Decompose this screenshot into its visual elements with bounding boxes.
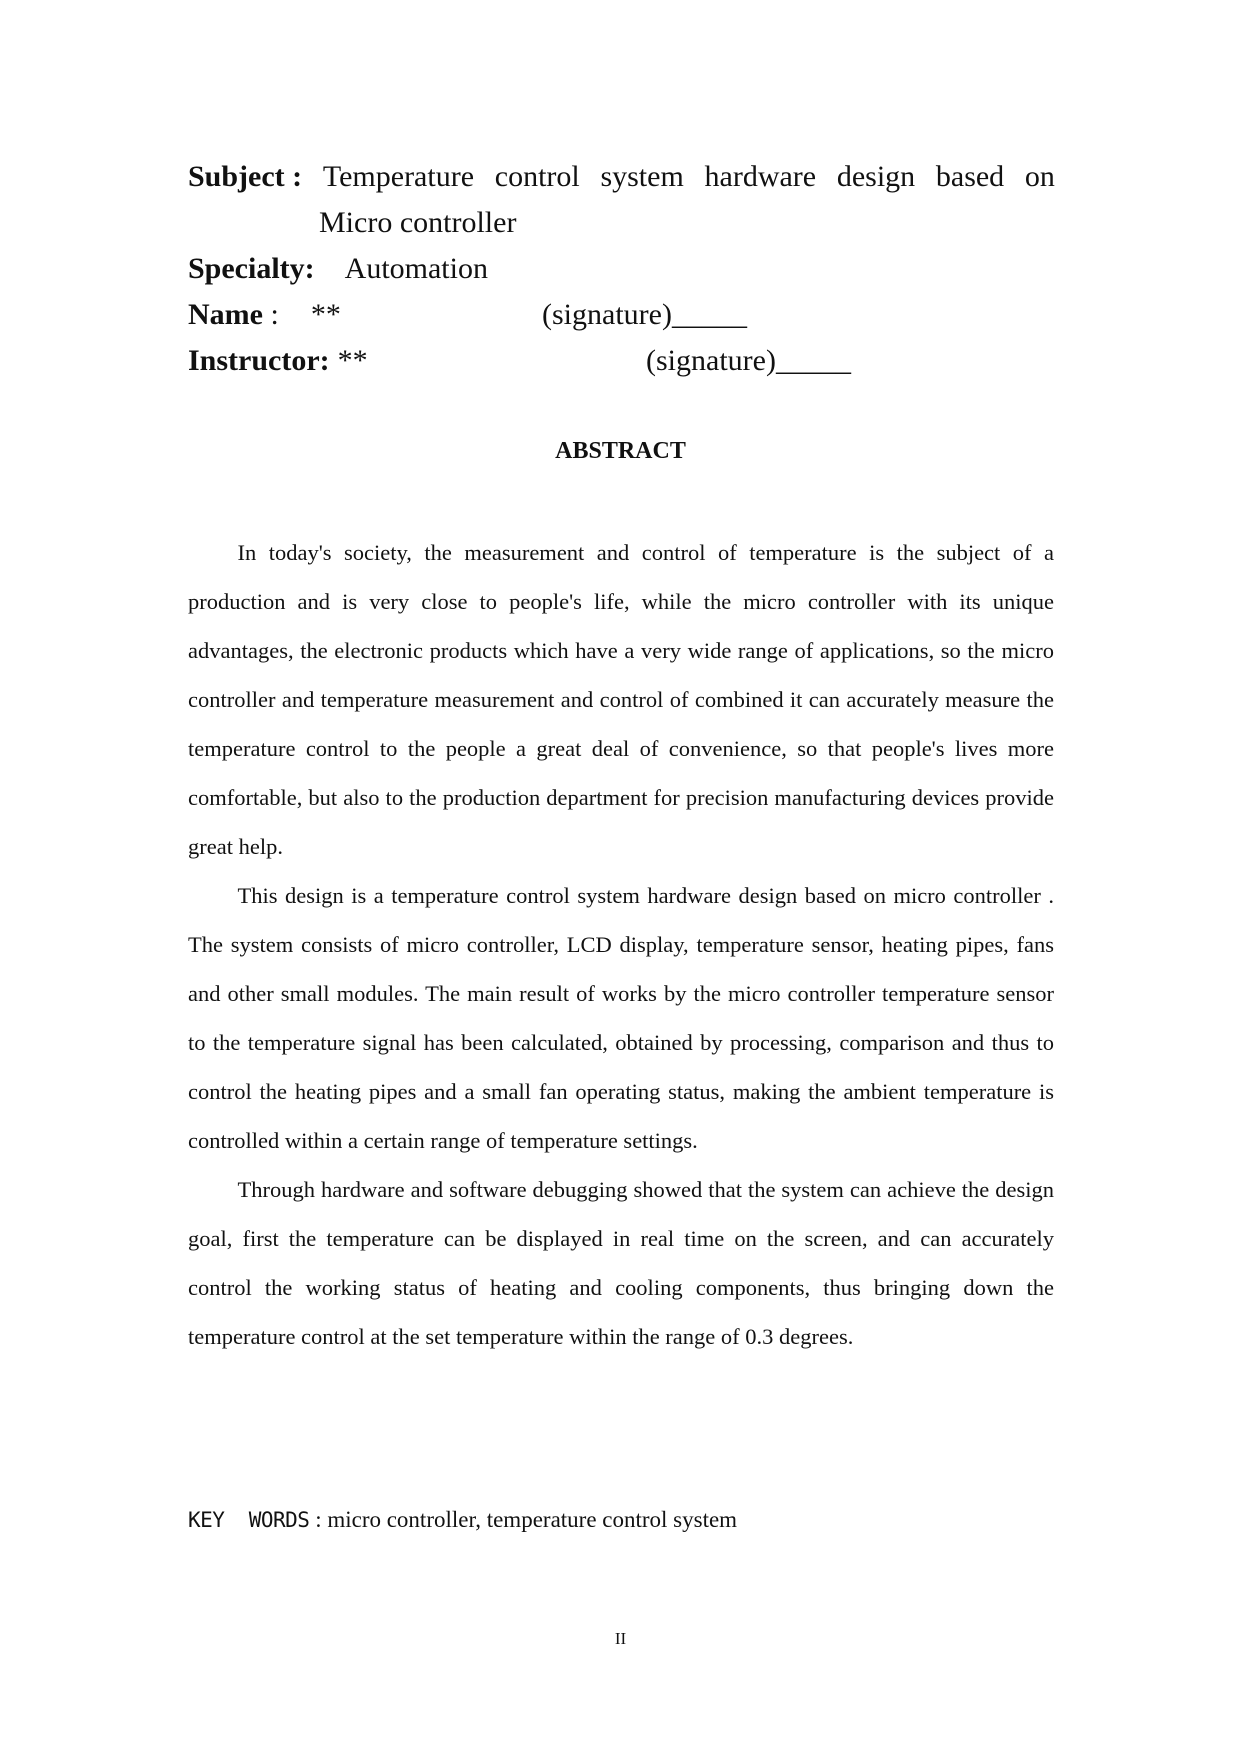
instructor-line: [188, 341, 368, 381]
keywords-separator: :: [309, 1507, 328, 1532]
name-value: **: [310, 298, 341, 331]
subject-word: system: [600, 160, 684, 193]
subject-word: on: [1024, 160, 1055, 193]
name-label: Name: [188, 298, 263, 331]
abstract-body: [188, 528, 1054, 1361]
abstract-title: ABSTRACT: [555, 438, 686, 464]
subject-word: control: [494, 160, 580, 193]
specialty-line: [188, 249, 488, 289]
instructor-value: **: [337, 344, 368, 377]
specialty-label: Specialty:: [188, 252, 315, 285]
keywords-line: [188, 1503, 737, 1537]
name-line: [188, 295, 341, 335]
subject-word: design: [836, 160, 916, 193]
specialty-value: Automation: [344, 252, 488, 285]
name-signature: (signature)_____: [542, 298, 747, 331]
abstract-paragraph: In today's society, the measurement and control of temperature is the subject of a production and is very close to people's life, while the micro controller with its unique advantages, the electronic products which have a very wide range of applications, so the micro controller and temperature measurement and control of combined it can accurately measure the temperature control to the people a great deal of convenience, so that people's lives more comfortable, but also to the production department for precision manufacturing devices provide great help.: [188, 540, 1054, 859]
abstract-paragraph: Through hardware and software debugging showed that the system can achieve the design goal, first the temperature can be displayed in real time on the screen, and can accurately control the working status of heating and cooling components, thus bringing down the temperature control at the set temperature within the range of 0.3 degrees.: [188, 1177, 1054, 1349]
page-number: II: [614, 1629, 627, 1648]
instructor-signature: (signature)_____: [646, 344, 851, 377]
subject-word: based: [935, 160, 1005, 193]
name-colon: :: [262, 298, 279, 331]
subject-continuation: Micro controller: [319, 206, 517, 239]
subject-line: [188, 157, 1055, 197]
abstract-paragraph: This design is a temperature control system hardware design based on micro controller . The system consists of micro controller, LCD display, temperature sensor, heating pipes, fans and other small modules. The main result of works by the micro controller temperature sensor to the temperature signal has been calculated, obtained by processing, comparison and thus to control the heating pipes and a small fan operating status, making the ambient temperature is controlled within a certain range of temperature settings.: [188, 883, 1054, 1153]
instructor-label: Instructor:: [188, 344, 330, 377]
subject-word: Temperature: [322, 160, 475, 193]
subject-label: Subject :: [188, 160, 303, 193]
keywords-value: micro controller, temperature control system: [327, 1507, 738, 1532]
keywords-label: KEY WORDS: [188, 1508, 310, 1532]
subject-word: hardware: [704, 160, 817, 193]
